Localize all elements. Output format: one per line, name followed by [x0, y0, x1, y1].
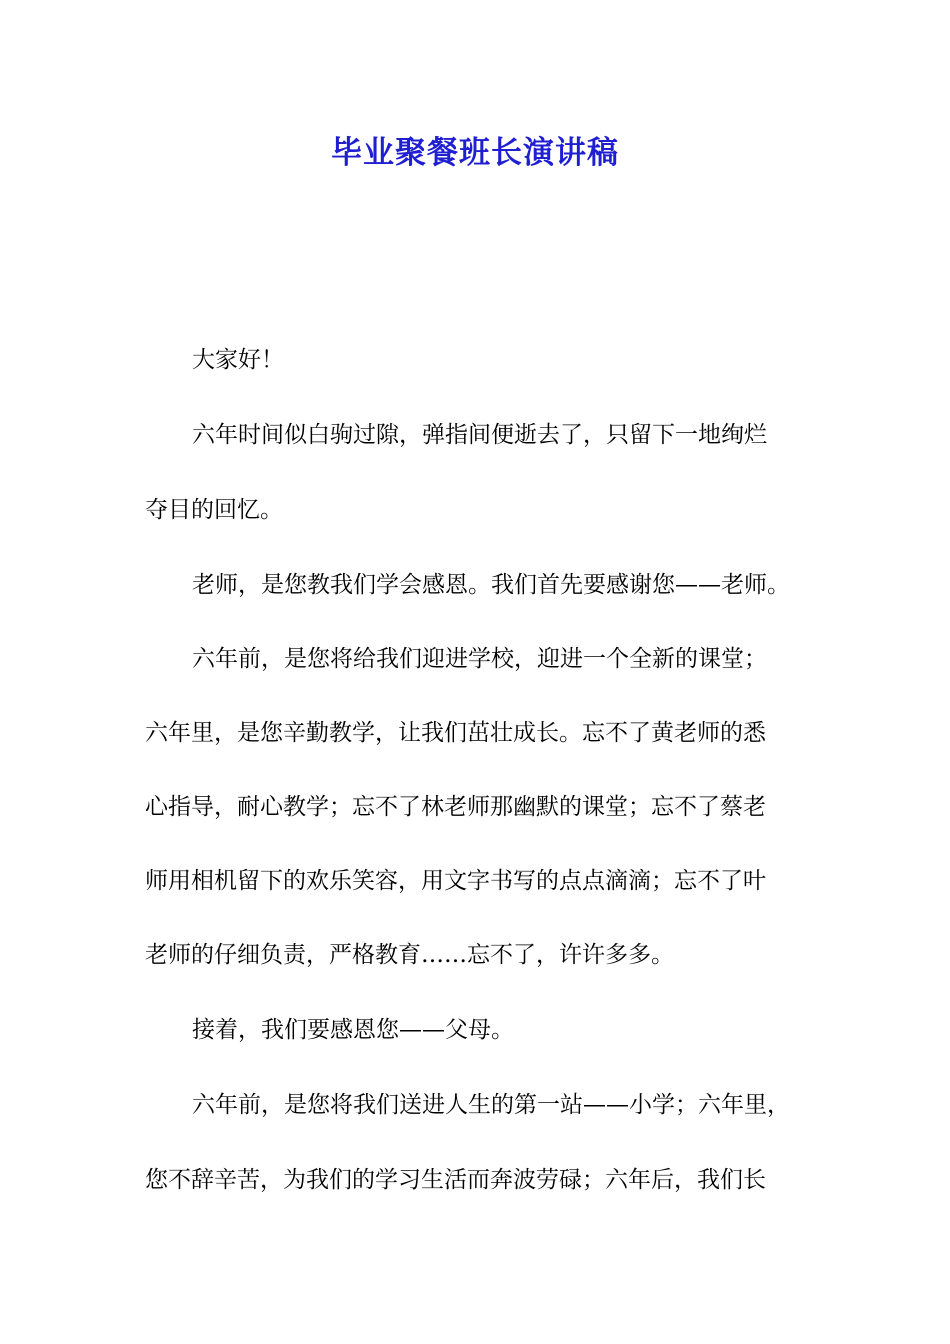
- paragraph-line-8: 师用相机留下的欢乐笑容，用文字书写的点点滴滴；忘不了叶: [145, 868, 766, 894]
- document-title: 毕业聚餐班长演讲稿: [331, 135, 619, 171]
- paragraph-line-12: 您不辞辛苦，为我们的学习生活而奔波劳碌；六年后，我们长: [145, 1167, 766, 1193]
- paragraph-line-2: 六年时间似白驹过隙，弹指间便逝去了，只留下一地绚烂: [192, 422, 767, 448]
- paragraph-line-3: 夺目的回忆。: [145, 497, 283, 523]
- paragraph-line-7: 心指导，耐心教学；忘不了林老师那幽默的课堂；忘不了蔡老: [145, 794, 766, 820]
- paragraph-line-1: 大家好！: [192, 347, 284, 373]
- paragraph-line-10: 接着，我们要感恩您——父母。: [192, 1017, 514, 1043]
- paragraph-line-4: 老师，是您教我们学会感恩。我们首先要感谢您——老师。: [192, 572, 790, 598]
- paragraph-line-6: 六年里，是您辛勤教学，让我们茁壮成长。忘不了黄老师的悉: [145, 720, 766, 746]
- paragraph-line-11: 六年前，是您将我们送进人生的第一站——小学；六年里，: [192, 1092, 790, 1118]
- paragraph-line-5: 六年前，是您将给我们迎进学校，迎进一个全新的课堂；: [192, 646, 767, 672]
- paragraph-line-9: 老师的仔细负责，严格教育……忘不了，许许多多。: [145, 942, 674, 968]
